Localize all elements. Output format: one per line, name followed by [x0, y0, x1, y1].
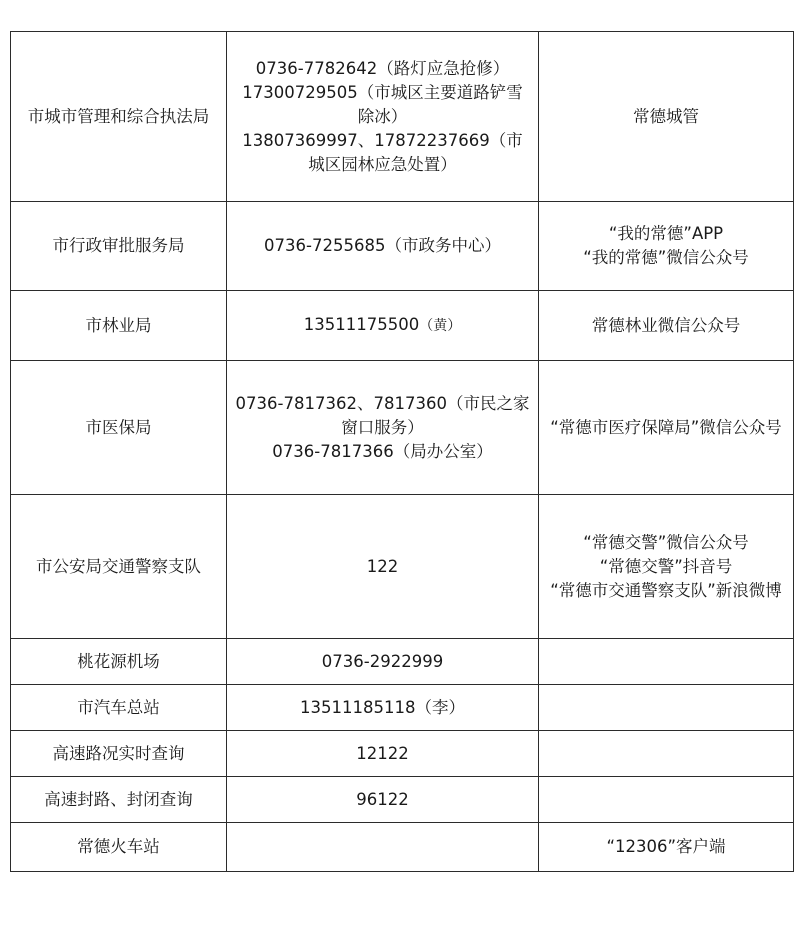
phone-cell [227, 777, 539, 823]
table-row [11, 777, 794, 823]
channel-line: “常德交警”抖音号 [599, 556, 733, 576]
phone-cell [227, 495, 539, 639]
phone-cell [227, 32, 539, 202]
phone-line: 0736-7817366（局办公室） [272, 441, 493, 461]
department-cell: 市林业局 [11, 291, 227, 361]
phone-cell [227, 685, 539, 731]
department-cell: 市行政审批服务局 [11, 202, 227, 291]
phone-cell [227, 823, 539, 872]
table-row [11, 639, 794, 685]
table-row [11, 685, 794, 731]
phone-note: （黄） [419, 318, 462, 334]
department-cell: 常德火车站 [11, 823, 227, 872]
phone-line: 96122 [356, 789, 409, 809]
table-row [11, 32, 794, 202]
channel-cell [539, 823, 794, 872]
phone-line: 122 [366, 556, 399, 576]
phone-line: 13511175500 [303, 315, 420, 334]
phone-line: 0736-7817362、7817360（市民之家窗口服务） [235, 393, 530, 437]
channel-cell [539, 777, 794, 823]
channel-cell [539, 685, 794, 731]
contact-table [10, 31, 794, 872]
channel-cell [539, 361, 794, 495]
channel-line: 常德林业微信公众号 [591, 315, 741, 335]
phone-line: 12122 [356, 743, 409, 763]
channel-line: “我的常德”APP [608, 224, 724, 243]
phone-line: 17300729505（市城区主要道路铲雪除冰） [242, 82, 523, 126]
phone-cell [227, 731, 539, 777]
channel-cell [539, 639, 794, 685]
phone-line: 0736-7782642（路灯应急抢修） [255, 58, 510, 78]
channel-line: 常德城管 [633, 106, 699, 126]
phone-cell [227, 639, 539, 685]
table-row [11, 291, 794, 361]
phone-cell [227, 202, 539, 291]
channel-cell [539, 32, 794, 202]
channel-line: “常德市医疗保障局”微信公众号 [550, 417, 782, 437]
department-cell: 桃花源机场 [11, 639, 227, 685]
table-row [11, 495, 794, 639]
phone-line: 13807369997、17872237669（市城区园林应急处置） [242, 130, 523, 174]
phone-cell [227, 291, 539, 361]
channel-line: “12306”客户端 [606, 837, 726, 856]
table-row [11, 361, 794, 495]
table-row [11, 202, 794, 291]
department-cell: 市城市管理和综合执法局 [11, 32, 227, 202]
department-cell: 市公安局交通警察支队 [11, 495, 227, 639]
department-cell: 高速封路、封闭查询 [11, 777, 227, 823]
department-cell: 市医保局 [11, 361, 227, 495]
phone-line: 13511185118（李） [300, 697, 465, 717]
phone-line: 0736-7255685（市政务中心） [264, 236, 501, 255]
phone-line: 0736-2922999 [321, 651, 444, 671]
phone-cell [227, 361, 539, 495]
channel-line: “常德交警”微信公众号 [583, 532, 749, 552]
channel-cell [539, 291, 794, 361]
table-row [11, 823, 794, 872]
table-row [11, 731, 794, 777]
channel-cell [539, 202, 794, 291]
department-cell: 市汽车总站 [11, 685, 227, 731]
channel-line: “常德市交通警察支队”新浪微博 [550, 580, 782, 600]
department-cell: 高速路况实时查询 [11, 731, 227, 777]
channel-cell [539, 731, 794, 777]
channel-cell [539, 495, 794, 639]
channel-line: “我的常德”微信公众号 [583, 248, 749, 267]
